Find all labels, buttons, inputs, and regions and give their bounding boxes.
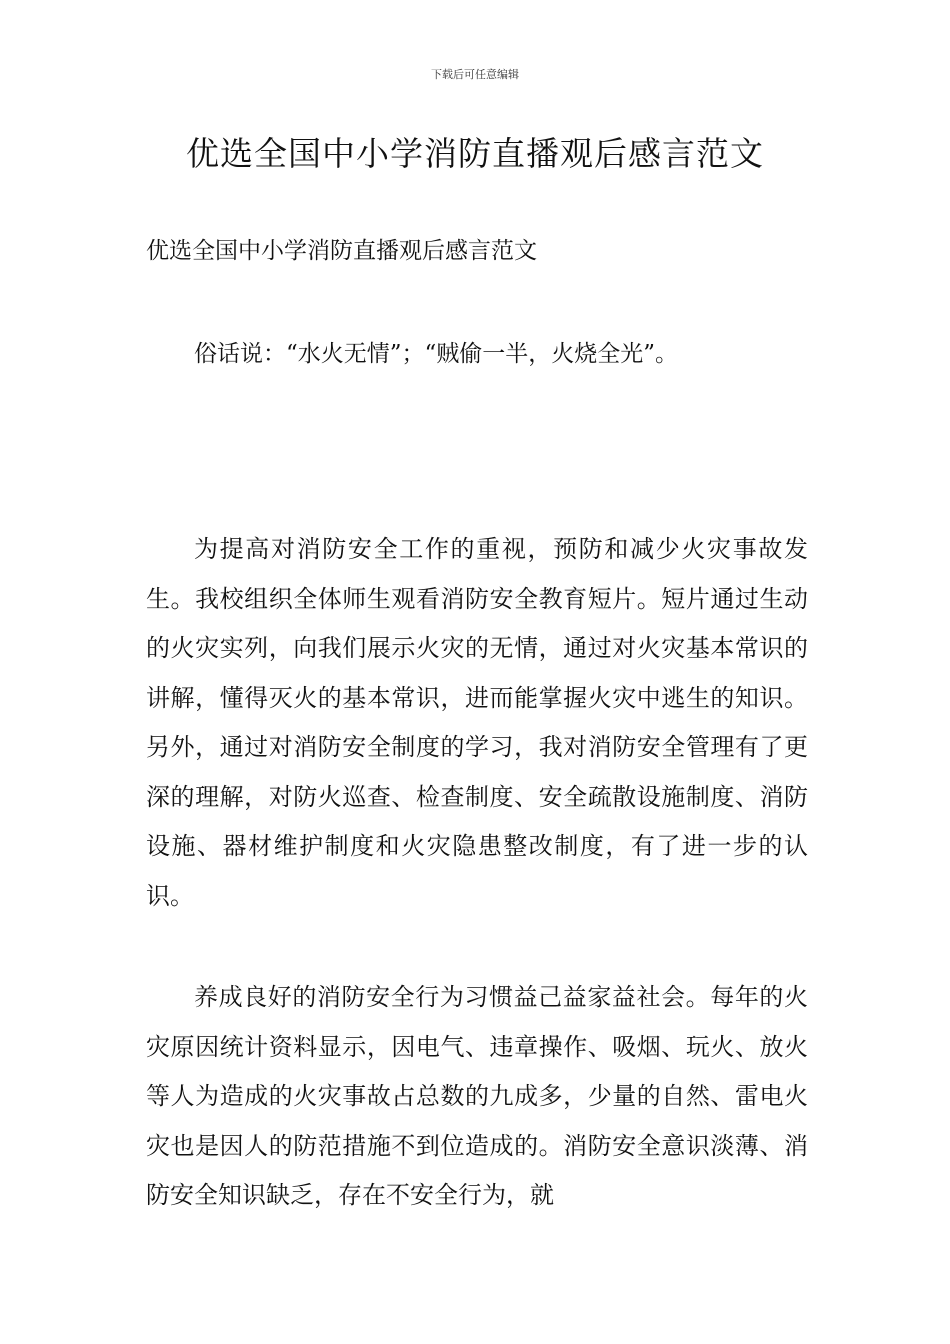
body-paragraph-2: 养成良好的消防安全行为习惯益己益家益社会。每年的火灾原因统计资料显示，因电气、违章操作、吸烟、玩火、放火等人为造成的火灾事故占总数的九成多，少量的自然、雷电火灾也是因人的防范措施不到位造成的。消防安全意识淡薄、消防安全知识缺乏，存在不安全行为，就 — [146, 983, 808, 1209]
document-title: 优选全国中小学消防直播观后感言范文 — [186, 134, 764, 173]
body-paragraph-1: 为提高对消防安全工作的重视，预防和减少火灾事故发生。我校组织全体师生观看消防安全教育短片。短片通过生动的火灾实列，向我们展示火灾的无情，通过对火灾基本常识的讲解，懂得灭火的基本常识，进而能掌握火灾中逃生的知识。另外，通过对消防安全制度的学习，我对消防安全管理有了更深的理解，对防火巡查、检查制度、安全疏散设施制度、消防设施、器材维护制度和火灾隐患整改制度，有了进一步的认识。 — [146, 535, 808, 910]
opening-quote: 俗话说：“水火无情”；“贼偷一半，火烧全光”。 — [194, 341, 679, 367]
document-subtitle: 优选全国中小学消防直播观后感言范文 — [146, 238, 537, 264]
header-note: 下载后可任意编辑 — [431, 68, 519, 81]
